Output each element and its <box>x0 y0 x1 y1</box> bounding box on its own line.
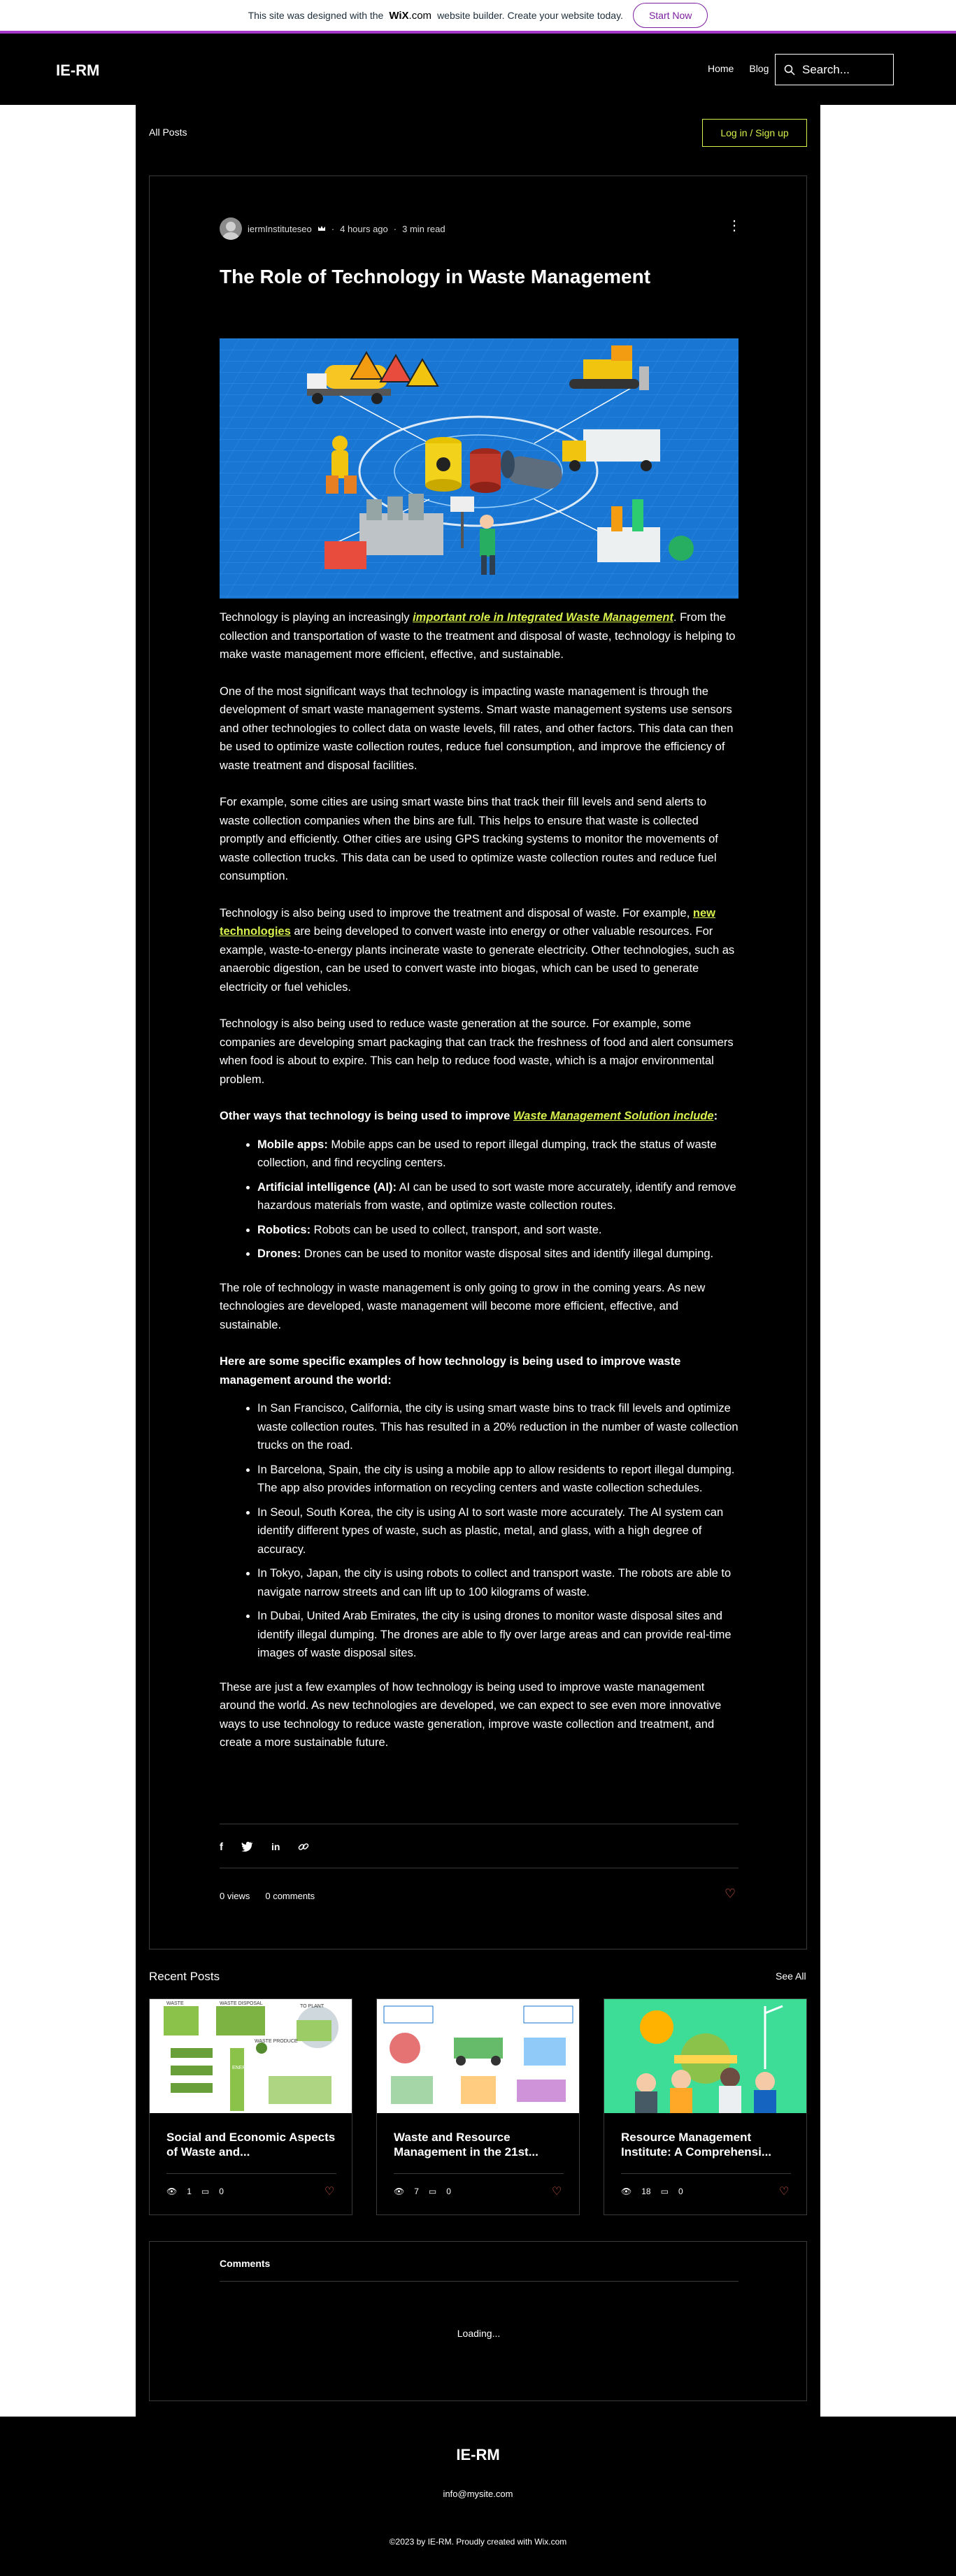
page-margin-left <box>0 105 136 2417</box>
wix-promo-banner <box>0 0 956 34</box>
meta-dot: · <box>393 223 397 234</box>
recent-posts-title: Recent Posts <box>149 1970 220 1983</box>
paragraph: These are just a few examples of how technology is being used to improve waste management around the world. As new technologies are developed, we can expect to see even more innovative ways to use technology to reduce waste generation, improve waste collection and treatment, and create a more sustainable future. <box>220 1680 722 1749</box>
share-bar <box>220 1841 309 1853</box>
eye-icon: 👁 <box>166 2187 178 2196</box>
site-logo[interactable]: IE-RM <box>56 62 100 79</box>
divider <box>166 2173 336 2174</box>
list-item: • In Dubai, United Arab Emirates, the city is using drones to monitor waste disposal sites and identify illegal dumping. The drones are able to fly over large areas and can provide real-time images of waste disposal sites. <box>257 1607 739 1663</box>
like-heart-icon[interactable]: ♡ <box>779 2186 790 2198</box>
like-heart-icon[interactable]: ♡ <box>552 2186 562 2198</box>
waste-management-isometric-illustration <box>220 338 739 599</box>
paragraph: Here are some specific examples of how technology is being used to improve waste management around the world: <box>220 1355 681 1387</box>
divider <box>394 2173 564 2174</box>
all-posts-link[interactable]: All Posts <box>149 127 187 138</box>
post-card <box>149 176 807 1949</box>
ways-list <box>257 1136 739 1264</box>
footer-copyright: ©2023 by IE-RM. Proudly created with Wix.com <box>389 2537 567 2547</box>
twitter-icon[interactable] <box>241 1841 253 1852</box>
footer-logo[interactable]: IE-RM <box>456 2446 500 2463</box>
read-time: 3 min read <box>402 223 445 234</box>
views-count: 18 <box>641 2187 651 2196</box>
page-margin-right <box>820 105 956 2417</box>
more-actions-icon[interactable]: ⋮ <box>727 218 741 234</box>
login-signup-button[interactable]: Log in / Sign up <box>702 119 807 147</box>
comments-count: 0 <box>219 2187 224 2196</box>
comment-icon: ▭ <box>428 2187 437 2196</box>
recent-post-card[interactable] <box>149 1998 352 2215</box>
list-item: • Robotics: Robots can be used to collect, transport, and sort waste. <box>257 1221 739 1240</box>
eye-icon: 👁 <box>394 2187 405 2196</box>
integrated-waste-management-link[interactable]: important role in Integrated Waste Management <box>413 611 673 624</box>
paragraph: Other ways that technology is being used to improve Waste Management Solution include: <box>220 1110 718 1122</box>
footer-email-link[interactable]: info@mysite.com <box>443 2489 513 2499</box>
recent-post-title[interactable]: Social and Economic Aspects of Waste and... <box>166 2131 336 2159</box>
list-item: • In Tokyo, Japan, the city is using robots to collect and transport waste. The robots are able to navigate narrow streets and can lift up to 100 kilograms of waste. <box>257 1564 739 1601</box>
search-placeholder: Search... <box>802 62 850 76</box>
nav-item-home[interactable]: Home <box>708 63 734 74</box>
img-label: ENERGY <box>232 2066 253 2070</box>
main-nav <box>708 63 769 74</box>
linkedin-icon[interactable]: in <box>271 1841 280 1852</box>
comments-count[interactable]: 0 comments <box>265 1891 315 1901</box>
banner-text-after: website builder. Create your website today. <box>437 10 623 21</box>
comments-count: 0 <box>446 2187 451 2196</box>
paragraph: One of the most significant ways that technology is impacting waste management is through the development of smart waste management systems. Smart waste management systems use sensors and other technologies to collect data on waste levels, fill rates, and other factors. This data can then be used to optimize waste collection routes, reduce fuel consumption, and improve the efficiency of waste treatment and disposal facilities. <box>220 685 734 772</box>
comments-title: Comments <box>220 2258 271 2269</box>
comments-count: 0 <box>678 2187 683 2196</box>
blog-page <box>136 105 820 2417</box>
post-title: The Role of Technology in Waste Management <box>220 266 651 287</box>
search-icon <box>784 64 795 76</box>
nav-item-blog[interactable]: Blog <box>749 63 769 74</box>
banner-text-before: This site was designed with the <box>248 10 384 21</box>
img-label: WASTE <box>166 2001 184 2006</box>
eye-icon: 👁 <box>621 2187 632 2196</box>
paragraph: For example, some cities are using smart waste bins that track their fill levels and send alerts to waste collection companies when the bins are full. This helps to ensure that waste is collected promptly and efficiently. Other cities are using GPS tracking systems to monitor the movements of waste collection trucks. This data can be used to optimize waste collection routes and reduce fuel consumption. <box>220 796 718 882</box>
img-label: TO PLANT <box>300 2004 324 2009</box>
list-item: • Mobile apps: Mobile apps can be used to report illegal dumping, track the status of waste collection, and find recycling centers. <box>257 1136 739 1173</box>
comments-section <box>149 2241 807 2401</box>
recent-post-card[interactable] <box>376 1998 580 2215</box>
recent-post-title[interactable]: Waste and Resource Management in the 21st... <box>394 2131 538 2159</box>
author-name[interactable]: iermInstituteseo <box>248 223 312 234</box>
comment-icon: ▭ <box>660 2187 669 2196</box>
see-all-link[interactable]: See All <box>776 1970 806 1982</box>
recent-post-stats <box>394 2187 451 2196</box>
recent-post-stats <box>166 2187 224 2196</box>
comment-icon: ▭ <box>201 2187 210 2196</box>
views-count: 1 <box>187 2187 192 2196</box>
paragraph: Technology is also being used to reduce waste generation at the source. For example, some companies are developing smart packaging that can track the freshness of food and alert consumers when food is about to expire. This can help to reduce food waste, which is a major environmental problem. <box>220 1017 734 1086</box>
start-now-button[interactable]: Start Now <box>633 3 708 28</box>
post-body <box>220 608 739 1770</box>
post-stats <box>220 1891 315 1901</box>
hero-image <box>220 338 739 599</box>
like-heart-icon[interactable]: ♡ <box>324 2186 335 2198</box>
wix-logo: WiX.com <box>389 9 432 22</box>
like-heart-icon[interactable]: ♡ <box>725 1887 736 1901</box>
post-meta <box>220 217 445 240</box>
views-count: 0 views <box>220 1891 250 1901</box>
crown-icon <box>318 225 326 232</box>
recent-post-image <box>604 1999 806 2113</box>
recent-post-card[interactable] <box>604 1998 807 2215</box>
divider <box>220 2281 739 2282</box>
site-footer <box>0 2417 956 2576</box>
post-time: 4 hours ago <box>340 223 388 234</box>
list-item: • In Seoul, South Korea, the city is using AI to sort waste more accurately. The AI system can identify different types of waste, such as plastic, metal, and glass, with a high degree of accuracy. <box>257 1503 739 1559</box>
examples-list <box>257 1399 739 1663</box>
meta-dot: · <box>331 223 335 234</box>
views-count: 7 <box>414 2187 419 2196</box>
paragraph: Technology is playing an increasingly important role in Integrated Waste Management. From the collection and transportation of waste to the treatment and disposal of waste, technology is helping to make waste management more efficient, effective, and sustainable. <box>220 611 736 661</box>
divider <box>621 2173 791 2174</box>
list-item: • In San Francisco, California, the city is using smart waste bins to track fill levels and optimize waste collection routes. This has resulted in a 20% reduction in the number of waste collection trucks on the road. <box>257 1399 739 1455</box>
recent-post-image <box>377 1999 579 2113</box>
author-avatar[interactable] <box>220 217 242 240</box>
recent-post-title[interactable]: Resource Management Institute: A Comprehensi... <box>621 2131 772 2159</box>
search-input[interactable] <box>775 54 894 85</box>
new-technologies-link[interactable]: new technologies <box>220 906 715 938</box>
recent-post-stats <box>621 2187 683 2196</box>
paragraph: Technology is also being used to improve the treatment and disposal of waste. For example, new technologies are being developed to convert waste into energy or other valuable resources. For example, waste-to-energy plants incinerate waste to generate electricity. Other technologies, such as anaerobic digestion, can be used to convert waste into biogas, which can be used to generate electricity or fuel vehicles. <box>220 906 735 994</box>
comments-loading: Loading... <box>457 2328 501 2339</box>
paragraph: The role of technology in waste management is only going to grow in the coming years. As new technologies are developed, waste management will become more efficient, effective, and sustainable. <box>220 1281 706 1331</box>
recent-post-image <box>150 1999 352 2113</box>
site-header <box>0 36 956 105</box>
list-item: • Artificial intelligence (AI): AI can be used to sort waste more accurately, identify and remove hazardous materials from waste, and optimize waste collection routes. <box>257 1178 739 1215</box>
link-icon[interactable] <box>298 1841 309 1852</box>
facebook-icon[interactable]: f <box>220 1841 223 1853</box>
waste-management-solution-link[interactable]: Waste Management Solution include <box>513 1110 714 1122</box>
list-item: • In Barcelona, Spain, the city is using a mobile app to allow residents to report illegal dumping. The app also provides information on recycling centers and waste collection schedules. <box>257 1461 739 1498</box>
img-label: WASTE PRODUCE <box>255 2039 298 2044</box>
img-label: WASTE DISPOSAL <box>220 2001 263 2006</box>
list-item: • Drones: Drones can be used to monitor waste disposal sites and identify illegal dumping. <box>257 1245 739 1264</box>
